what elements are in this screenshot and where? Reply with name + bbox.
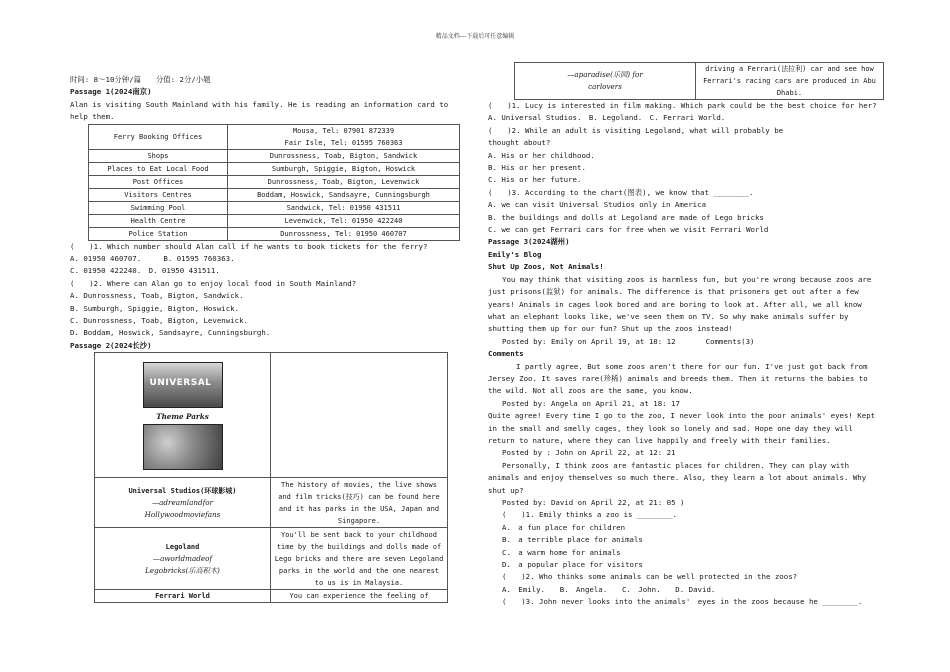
passage-3-title: Passage 3(2024湖州): [488, 237, 570, 247]
table-cell: driving a Ferrari(法拉利) car and see how Ferrari's racing cars are produced in Abu Dhabi.: [696, 63, 884, 100]
table-row: [89, 188, 460, 201]
question: ( )1. Lucy is interested in film making. Which park could be the best choice for her?: [488, 101, 877, 110]
option: A. a fun place for children: [502, 522, 626, 532]
option: B. Sumburgh, Spiggie, Bigton, Hoswick.: [70, 303, 240, 313]
options: A. Emily. B. Angela. C. John. D. David.: [502, 584, 716, 594]
cell-line: Fair Isle, Tel: 01595 760363: [284, 138, 403, 147]
table-cell: [95, 528, 271, 590]
post-title: Shut Up Zoos, Not Animals!: [488, 262, 604, 272]
question: ( )2. Who thinks some animals can be well protected in the zoos?: [502, 572, 798, 582]
legoland-photo: [143, 424, 223, 470]
table-cell: Visitors Centres: [89, 188, 228, 201]
blog-title: Emily's Blog: [488, 249, 542, 259]
table-row: [89, 124, 460, 149]
table-cell: Dunrossness, Tel: 01950 460707: [228, 227, 460, 240]
option: A. Dunrossness, Toab, Bigton, Sandwick.: [70, 291, 244, 301]
park-slogan: carlovers: [588, 82, 622, 91]
options: A. Universal Studios. B. Legoland. C. Ferrari World.: [488, 113, 726, 123]
time-score-line: 时间: 8～10分钟/篇 分值: 2分/小题: [70, 75, 211, 84]
question-continued: thought about?: [488, 138, 551, 148]
table-row: [95, 590, 448, 603]
comment: Personally, I think zoos are fantastic places for children. They can play with animals and enjoy themselves so much there. Also, they learn a lot about animals. Why shut up?: [488, 460, 867, 495]
table-cell: Swimming Pool: [89, 201, 228, 214]
table-cell: [95, 353, 271, 478]
posted-by: Posted by : John on April 22, at 12: 21: [502, 448, 676, 458]
posted-by: Posted by: Emily on April 19, at 18: 12: [502, 336, 676, 346]
table-cell: Health Centre: [89, 214, 228, 227]
table-row: [89, 162, 460, 175]
table-cell: [228, 124, 460, 149]
table-cell: Police Station: [89, 227, 228, 240]
posted-by: Posted by: Angela on April 21, at 18: 17: [502, 398, 680, 408]
question: ( )3. John never looks into the animals' eyes in the zoos because he ________.: [502, 597, 863, 607]
table-row: [89, 214, 460, 227]
table-cell: [515, 63, 696, 100]
table-cell: [271, 353, 448, 478]
posted-by: Posted by: David on April 22, at 21: 05 ): [502, 498, 685, 507]
table-row: [89, 149, 460, 162]
left-column: [70, 74, 450, 603]
post-meta: [488, 336, 883, 348]
options: A. 01950 460707. B. 01595 760363.: [70, 254, 235, 264]
comments-count: Comments(3): [705, 336, 755, 346]
theme-parks-label: Theme Parks: [156, 412, 209, 422]
table-cell: Sumburgh, Spiggie, Bigton, Hoswick: [228, 162, 460, 175]
question: ( )2. While an adult is visiting Legoland, what will probably be: [488, 125, 784, 135]
table-cell: Places to Eat Local Food: [89, 162, 228, 175]
option: C. a warm home for animals: [502, 547, 621, 557]
park-slogan: —aworldmadeof: [152, 553, 213, 563]
comments-heading: Comments: [488, 349, 524, 359]
option: D. a popular place for visitors: [502, 560, 643, 570]
theme-parks-table: [94, 352, 448, 603]
table-row: [89, 227, 460, 240]
passage-2-title: Passage 2(2024长沙): [70, 340, 152, 350]
table-cell: Post Offices: [89, 175, 228, 188]
table-row: [95, 528, 448, 590]
option: C. Dunrossness, Toab, Bigton, Levenwick.: [70, 316, 248, 326]
options: C. 01950 422240. D. 01950 431511.: [70, 266, 220, 276]
option: A. we can visit Universal Studios only in America: [488, 200, 707, 210]
table-row: [95, 478, 448, 528]
table-cell: You can experience the feeling of: [271, 590, 448, 603]
universal-photo: [143, 362, 223, 408]
passage-1-intro: Alan is visiting South Mainland with his family. He is reading an information card to help them.: [70, 99, 449, 122]
table-cell: The history of movies, the live shows and film tricks(技巧) can be found here and it has parks in the USA, Japan and Singapore.: [271, 478, 448, 528]
table-cell: Sandwick, Tel: 01950 431511: [228, 201, 460, 214]
table-cell: Ferry Booking Offices: [89, 124, 228, 149]
table-cell: Boddam, Hoswick, Sandsayre, Cunningsburgh: [228, 188, 460, 201]
question: ( )1. Which number should Alan call if he wants to book tickets for the ferry?: [70, 241, 428, 251]
information-card-table: [88, 124, 460, 241]
park-slogan: Hollywoodmoviefans: [144, 509, 221, 519]
park-slogan: —aparadise(乐园) for: [567, 70, 643, 79]
option: C. we can get Ferrari cars for free when we visit Ferrari World: [488, 225, 769, 235]
park-slogan: —adreamlandfor: [151, 497, 214, 507]
table-cell: Ferrari World: [95, 590, 271, 603]
table-row: [89, 175, 460, 188]
park-name: Universal Studios(环球影城): [128, 486, 237, 495]
park-slogan: Legobricks(乐高积木): [145, 565, 220, 575]
option: A. His or her childhood.: [488, 150, 595, 160]
table-row: [515, 63, 884, 100]
option: B. a terrible place for animals: [502, 535, 643, 545]
table-row: [95, 353, 448, 478]
table-cell: You'll be sent back to your childhood time by the buildings and dolls made of Lego bricks and there are seven Legoland parks in the world and the one nearest to us is in Malaysia.: [271, 528, 448, 590]
table-cell: [95, 478, 271, 528]
right-column: [488, 62, 883, 609]
page-header: 精品文档---下载后可任意编辑: [435, 33, 515, 40]
option: B. His or her present.: [488, 163, 586, 173]
ferrari-table-continued: [514, 62, 884, 100]
table-cell: Dunrossness, Toab, Bigton, Sandwick: [228, 149, 460, 162]
park-name: Legoland: [165, 542, 200, 551]
cell-line: Mousa, Tel: 07901 872339: [292, 126, 395, 135]
table-row: [89, 201, 460, 214]
passage-1-title: Passage 1(2024南京): [70, 87, 152, 97]
table-cell: Dunrossness, Toab, Bigton, Levenwick: [228, 175, 460, 188]
comment: Quite agree! Every time I go to the zoo, I never look into the poor animals' eyes! Kept in the small and smelly cages, they look so lonely and sad. Hope one day they will return to nature, where they can live happily and freely with their families.: [488, 411, 876, 445]
option: B. the buildings and dolls at Legoland are made of Lego bricks: [488, 212, 764, 222]
table-cell: Levenwick, Tel: 01950 422240: [228, 214, 460, 227]
comment: I partly agree. But some zoos aren't there for our fun. I've just got back from Jersey Zoo. It saves rare(珍稀) animals and breeds them. Then it returns the babies to the wild. Not all zoos are the same, you know.: [488, 361, 868, 396]
question: ( )3. According to the chart(图表), we know that ________.: [488, 187, 754, 197]
photo-sign-text: UNIVERSAL: [149, 378, 212, 389]
option: D. Boddam, Hoswick, Sandsayre, Cunningsburgh.: [70, 328, 271, 338]
question: ( )1. Emily thinks a zoo is ________.: [502, 510, 677, 520]
option: C. His or her future.: [488, 175, 582, 185]
post-body: You may think that visiting zoos is harmless fun, but you're wrong because zoos are just prisons(监狱) for animals. The difference is that prisoners get out after a few years! Animals in cages look bored and are boring to look at. After all, we all know what an elephant looks like, we've seen them on TV. So why make animals suffer by shutting them up for our fun? Shut up the zoos instead!: [488, 274, 872, 334]
question: ( )2. Where can Alan go to enjoy local food in South Mainland?: [70, 278, 357, 288]
table-cell: Shops: [89, 149, 228, 162]
